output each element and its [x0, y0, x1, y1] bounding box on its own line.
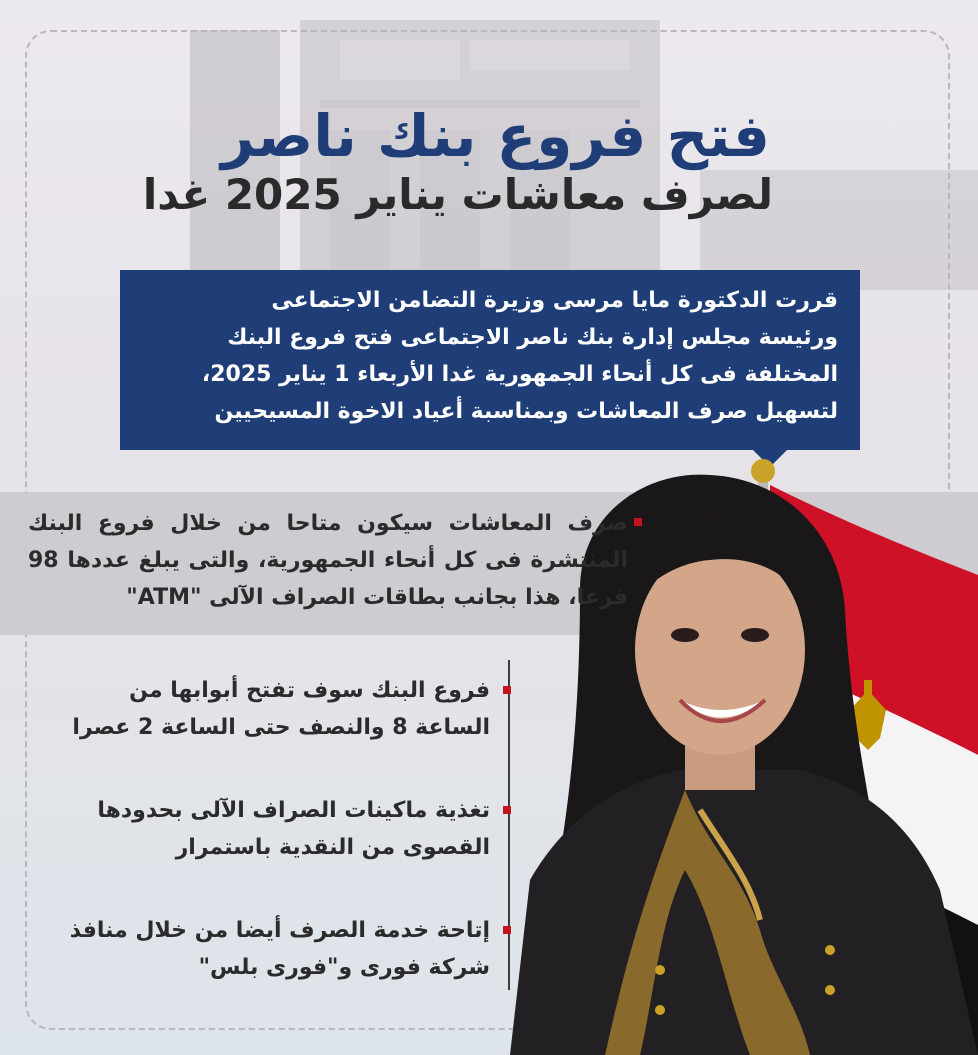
intro-line: المختلفة فى كل أنحاء الجمهورية غدا الأربعاء 1 يناير 2025،: [201, 362, 838, 387]
square-bullet-icon: [503, 806, 511, 814]
bullet-connector-line: [508, 660, 510, 990]
square-bullet-icon: [634, 518, 642, 526]
bullet-text: تغذية ماكينات الصراف الآلى بحدودها القصوى من النقدية باستمرار: [97, 798, 490, 860]
square-bullet-icon: [503, 686, 511, 694]
bullet-text: إتاحة خدمة الصرف أيضا من خلال منافذ شركة فورى و"فورى بلس": [69, 918, 490, 980]
intro-line: قررت الدكتورة مايا مرسى وزيرة التضامن الاجتماعى: [271, 288, 838, 313]
headline-title: فتح فروع بنك ناصر: [221, 102, 770, 170]
intro-box: [120, 270, 860, 450]
square-bullet-icon: [503, 926, 511, 934]
bullet-text: فروع البنك سوف تفتح أبوابها من الساعة 8 والنصف حتى الساعة 2 عصرا: [72, 678, 490, 740]
bullet-text: صرف المعاشات سيكون متاحا من خلال فروع البنك المنتشرة فى كل أنحاء الجمهورية، والتى يبلغ عددها 98 فرعا، هذا بجانب بطاقات الصراف الآلى "ATM": [28, 511, 628, 610]
intro-line: لتسهيل صرف المعاشات وبمناسبة أعياد الاخوة المسيحيين: [214, 399, 838, 424]
intro-line: ورئيسة مجلس إدارة بنك ناصر الاجتماعى فتح فروع البنك: [227, 325, 838, 350]
headline-subtitle: لصرف معاشات يناير 2025 غدا: [142, 170, 773, 219]
